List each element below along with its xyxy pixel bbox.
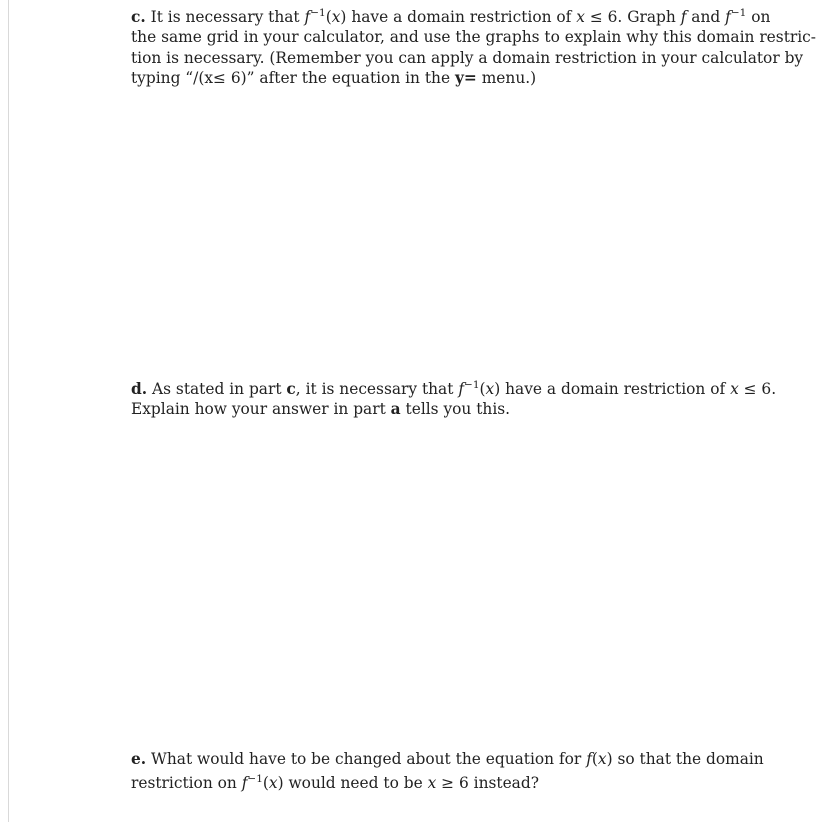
text: on: [746, 8, 771, 26]
part-e-line-1: [131, 749, 764, 769]
question-part-d: [131, 375, 777, 420]
text: tells you this.: [400, 400, 511, 419]
text: ): [494, 380, 501, 398]
math-f: f: [725, 8, 731, 26]
math-f: f: [680, 8, 687, 26]
math-f: f: [586, 750, 592, 768]
question-part-c: [131, 3, 816, 88]
text: ) so that the domain: [606, 750, 764, 768]
math-inverse-exponent: −1: [464, 379, 480, 391]
text: ≤ 6.: [738, 380, 777, 398]
text: (: [325, 8, 332, 26]
part-reference: a: [390, 400, 401, 419]
math-inverse-exponent: −1: [310, 7, 326, 19]
text: It is necessary that: [145, 8, 305, 26]
part-c-line-3: tion is necessary. (Remember you can apply a domain restriction in your calculator by: [131, 48, 804, 67]
text: ≥ 6 instead?: [436, 774, 539, 793]
math-inverse-exponent: −1: [247, 773, 263, 786]
part-e-line-2: [131, 769, 759, 793]
math-f: f: [304, 8, 311, 26]
part-c-line-1: [131, 3, 771, 27]
part-d-line-1: [131, 375, 777, 399]
text: (: [479, 380, 486, 398]
part-c-line-2: the same grid in your calculator, and use the graphs to explain why this domain restric-: [131, 28, 816, 47]
text: , it is necessary that: [295, 380, 459, 398]
text: typing “/(x≤ 6)” after the equation in the: [131, 68, 455, 87]
part-e-label: e.: [131, 750, 147, 768]
part-d-label: d.: [131, 380, 148, 398]
text: What would have to be changed about the equation for: [146, 750, 587, 768]
y-equals-menu: y=: [454, 68, 477, 87]
text: have a domain restriction of: [346, 8, 577, 26]
text: have a domain restriction of: [500, 380, 731, 398]
text: menu.): [476, 68, 537, 87]
text: Explain how your answer in part: [131, 400, 391, 419]
part-reference: c: [286, 380, 296, 398]
math-inverse-exponent: −1: [730, 7, 747, 19]
math-f: f: [241, 774, 248, 793]
text: ): [277, 774, 284, 793]
text: ≤ 6. Graph: [584, 8, 681, 26]
part-d-line-2: [131, 399, 759, 419]
question-part-e: [131, 749, 764, 794]
math-x: x: [268, 774, 278, 793]
page-left-edge: [8, 0, 9, 822]
math-x: x: [597, 750, 607, 768]
math-x: x: [485, 380, 495, 398]
part-c-label: c.: [131, 8, 146, 26]
math-x: x: [427, 774, 437, 793]
math-x: x: [576, 8, 585, 26]
text: As stated in part: [147, 380, 287, 398]
text: (: [591, 750, 598, 768]
math-f: f: [458, 380, 465, 398]
part-c-line-4: [131, 68, 759, 88]
math-x: x: [730, 380, 739, 398]
text: and: [686, 8, 726, 26]
text: (: [262, 774, 269, 793]
math-x: x: [331, 8, 341, 26]
text: restriction on: [131, 774, 242, 793]
text: would need to be: [283, 774, 428, 793]
text: ): [340, 8, 347, 26]
